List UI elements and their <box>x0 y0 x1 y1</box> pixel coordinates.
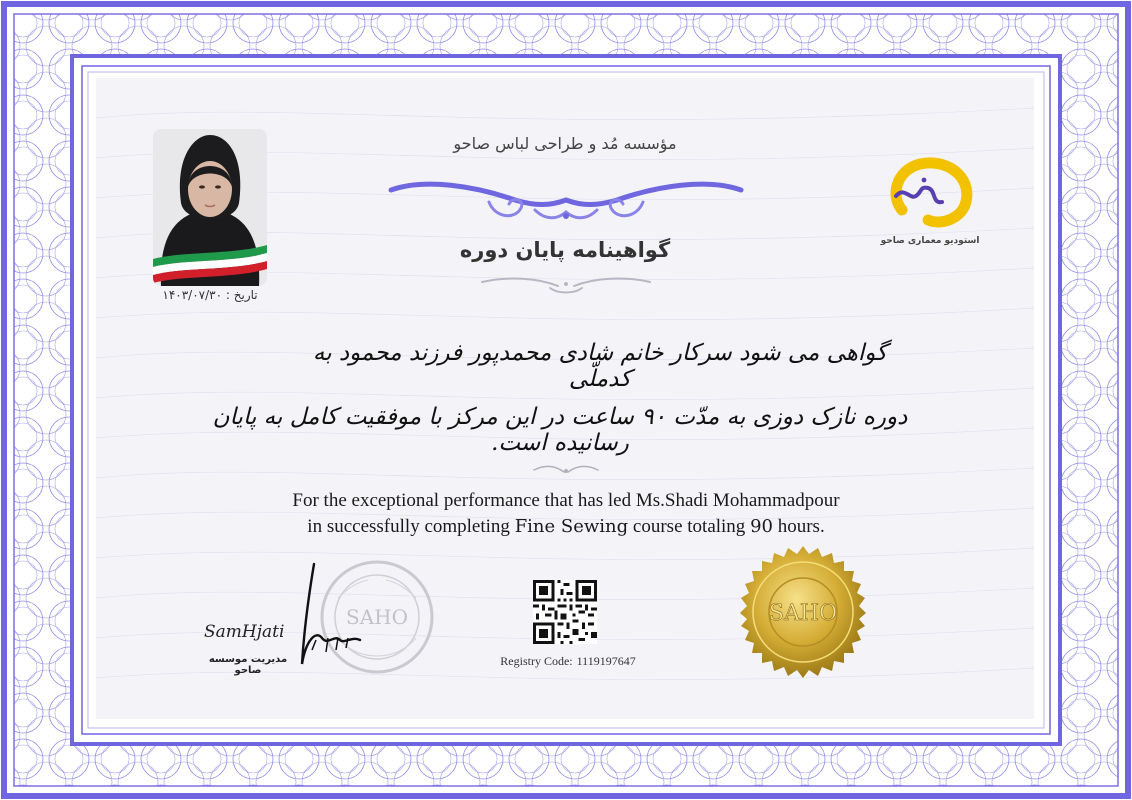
date-label: تاریخ : <box>225 288 258 302</box>
certificate-title: گواهینامه پایان دوره <box>459 238 671 262</box>
title-ornament <box>385 176 747 228</box>
course-name: Fine Sewing <box>514 516 629 537</box>
persian-text-line2: دوره نازک دوزی به مدّت ۹۰ ساعت در این مرکز با موفقیت کامل به پایان رسانیده است. <box>212 404 908 456</box>
date-value: ۱۴۰۳/۰۷/۳۰ <box>162 288 223 302</box>
signature-name: SamHjati <box>204 622 285 642</box>
logo-caption: استودیو معماری صاحو <box>880 236 980 246</box>
registry-label: Registry Code: <box>500 654 573 668</box>
svg-text:SAHO: SAHO <box>346 605 408 629</box>
svg-text:SAHO: SAHO <box>768 601 838 626</box>
english-text-line2 <box>200 516 932 538</box>
english-line2-mid: course totaling <box>632 516 746 537</box>
recipient-photo <box>153 129 267 286</box>
registry-value: 1119197647 <box>576 654 636 668</box>
english-line2-suffix: hours. <box>777 516 825 537</box>
signature-title: مدیریت موسسه صاحو <box>208 654 288 676</box>
saho-logo <box>880 156 980 236</box>
issue-date <box>140 288 280 302</box>
registry-code <box>470 654 662 669</box>
english-line2-prefix: in successfully completing <box>307 516 510 537</box>
english-text-line1: For the exceptional performance that has led Ms.Shadi Mohammadpour <box>292 490 840 511</box>
divider-ornament <box>530 462 602 478</box>
qr-code <box>533 580 597 644</box>
title-underline-ornament <box>478 274 654 294</box>
course-hours: 90 <box>750 516 773 537</box>
gold-seal <box>732 545 874 687</box>
institute-name: مؤسسه مُد و طراحی لباس صاحو <box>453 134 677 153</box>
persian-text-line1: گواهی می شود سرکار خانم شادی محمدپور فرزند محمود به کدملّی <box>312 340 888 392</box>
